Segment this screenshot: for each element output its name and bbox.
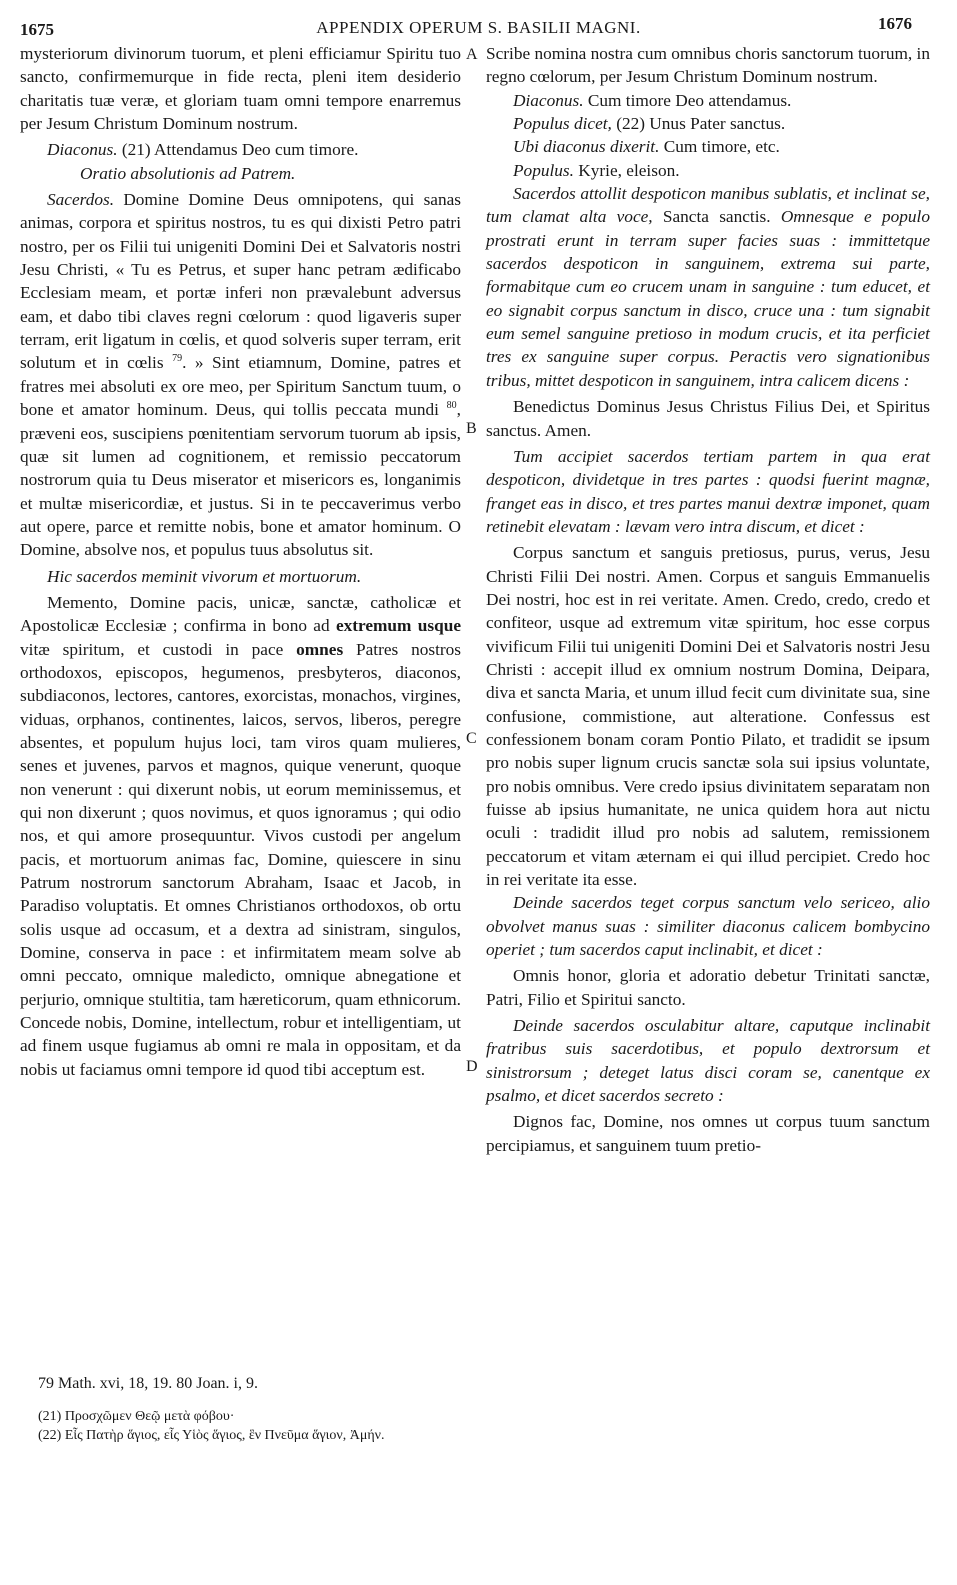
- rubric-line: Ubi diaconus dixerit. Cum timore, etc.: [513, 137, 780, 157]
- margin-marker-c: C: [466, 730, 477, 747]
- paragraph: Benedictus Dominus Jesus Christus Filius Dei, et Spiritus sanctus. Amen.: [486, 397, 930, 440]
- right-column: [486, 42, 930, 1157]
- footnote-references: 79 Math. xvi, 18, 19. 80 Joan. i, 9.: [38, 1375, 258, 1392]
- running-header: [0, 0, 957, 40]
- margin-marker-d: D: [466, 1058, 478, 1075]
- rubric-paragraph: Deinde sacerdos osculabitur altare, caputque inclinabit fratribus suis sacerdotibus, et populo dextrorsum et sinistrorsum ; deteget latus disci coram se, canentque ex psalmo, et dicet sacerdos secreto :: [486, 1016, 930, 1106]
- rubric-paragraph: Sacerdos attollit despoticon manibus sublatis, et inclinat se, tum clamat alta voce, Sancta sanctis. Omnesque e populo prostrati erunt in terram super facies suas : immittetque sacerdos despoticon in sanguinem, extrema sui parte, formabitque cum eo crucem unam in sanguine : tum educet, et eo signabit corpus sanctum in disco, cruce una : tum signabit eum semel sanguine pretioso in modum crucis, et ita perficiet tres ex sanguine super corpus. Peractis vero signationibus tribus, mittet despoticon in sanguinem, intra calicem dicens :: [486, 184, 930, 390]
- rubric-paragraph: Tum accipiet sacerdos tertiam partem in qua erat despoticon, dividetque in tres partes : quodsi fuerint magnæ, franget eas in disco, et tres partes manui dextræ imponet, quam retinebit elevatam : lævam vero intra discum, et dicet :: [486, 446, 930, 536]
- paragraph: Omnis honor, gloria et adoratio debetur Trinitati sanctæ, Patri, Filio et Spiritui sancto.: [486, 966, 930, 1009]
- margin-marker-a: A: [466, 46, 478, 63]
- footnotes: [38, 1373, 918, 1445]
- left-column: [20, 42, 461, 1081]
- paragraph: Dignos fac, Domine, nos omnes ut corpus tuum sanctum percipiamus, et sanguinem tuum pretio-: [486, 1112, 930, 1155]
- rubric-line: Diaconus. (21) Attendamus Deo cum timore.: [47, 140, 359, 160]
- greek-note-22: (22) Εἷς Πατὴρ ἅγιος, εἷς Υἱὸς ἅγιος, ἓν Πνεῦμα ἅγιον, Ἀμήν.: [38, 1428, 385, 1443]
- margin-marker-b: B: [466, 420, 477, 437]
- section-title: Hic sacerdos meminit vivorum et mortuorum.: [47, 566, 362, 586]
- running-title: APPENDIX OPERUM S. BASILII MAGNI.: [316, 18, 641, 37]
- rubric-line: Populus. Kyrie, eleison.: [513, 160, 680, 180]
- paragraph: Sacerdos. Domine Domine Deus omnipotens, qui sanas animas, corpora et spiritus nostros, tu es qui dixisti Petro patri nostro, per os Filii tui unigeniti Domini Dei et Salvatoris nostri Jesu Christi, « Tu es Petrus, et super hanc petram ædificabo Ecclesiam meam, et portæ inferi non prævalebunt adversus eam, et dabo tibi claves regni cœlorum : quod ligaveris super terram, erit ligatum in cœlis, et quod solveris super terram, erit solutum et in cœlis $^{79}$. » Sint etiamnum, Domine, patres et fratres mei absoluti ex ore meo, per Spiritum Sanctum tuum, o bone et amator hominum. Deus, qui tollis peccata mundi $^{80}$, præveni eos, suscipiens pœnitentiam servorum tuorum ab ipsis, quæ sit lumen ad cognitionem, et remissio peccatorum nostrorum quia tu Deus miserator et misericors es, longanimis et multæ misericordiæ, et justus. Si in te peccaverimus verbo aut opere, parce et remitte nobis, bone et amator hominum. O Domine, absolve nos, et populus tuus absolutus sit.: [20, 190, 461, 560]
- rubric-paragraph: Deinde sacerdos teget corpus sanctum velo sericeo, alio obvolvet manus suas : similiter diaconus calicem bombycino operiet ; tum sacerdos caput inclinabit, et dicet :: [486, 893, 930, 960]
- section-title: Oratio absolutionis ad Patrem.: [80, 163, 296, 183]
- paragraph: Scribe nomina nostra cum omnibus choris sanctorum tuorum, in regno cœlorum, per Jesum Christum Dominum nostrum.: [486, 44, 930, 87]
- rubric-line: Diaconus. Cum timore Deo attendamus.: [513, 90, 792, 110]
- paragraph: mysteriorum divinorum tuorum, et pleni efficiamur Spiritu tuo sancto, confirmemurque in fide recta, pleni item desiderio charitatis tuæ veræ, et gloriam tuam omni tempore enarremus per Jesum Christum Dominum nostrum.: [20, 44, 461, 134]
- page-number-right: 1676: [878, 14, 912, 33]
- page-number-left: 1675: [20, 20, 54, 39]
- rubric-line: Populus dicet, (22) Unus Pater sanctus.: [513, 114, 786, 134]
- paragraph: Memento, Domine pacis, unicæ, sanctæ, catholicæ et Apostolicæ Ecclesiæ ; confirma in bono ad extremum usque vitæ spiritum, et custodi in pace omnes Patres nostros orthodoxos, episcopos, hegumenos, presbyteros, diaconos, subdiaconos, lectores, cantores, exorcistas, monachos, virgines, viduas, orphanos, continentes, laicos, servos, liberos, peregre absentes, et populum hujus loci, tam viros quam mulieres, senes et juvenes, parvos et magnos, quique venerunt, quoque non venerunt : qui dixerunt nobis, ut eorum meminissemus, et qui non dixerunt ; quos novimus, et quos ignoramus ; qui odio nos, et qui amore prosequuntur. Vivos custodi per angelum pacis, et mortuorum animas fac, Domine, quiescere in sinu Patrum nostrorum sanctorum Abraham, Isaac et Jacob, in Paradiso voluptatis. Et omnes Christianos orthodoxos, ob ortu solis usque ad occasum, et a dextra ad sinistram, singulos, Domine, conserva in pace : et infirmitatem meam solve ab omni peccato, omnique maledicto, omnique abnegatione et perjurio, omnique stultitia, tam hæreticorum, quam ethnicorum. Concede nobis, Domine, intellectum, robur et intelligentiam, ut ad finem usque fugiamus ab omni re mala in oppositam, et da nobis ut faciamus omni tempore id quod tibi acceptum est.: [20, 592, 461, 1079]
- paragraph: Corpus sanctum et sanguis pretiosus, purus, verus, Jesu Christi Filii Dei nostri. Amen. Corpus et sanguis Emmanuelis Dei nostri, hoc est in rei veritate. Amen. Credo, credo, credo et confiteor, usque ad extremum vitæ spiritum, hoc esse corpus vivificum Filii tui unigeniti Domini Dei et Salvatoris nostri Jesu Christi : accepit illud ex omnium nostrum Domina, Deipara, diva et sancta Maria, et unum illud fecit cum divinitate sua, sine confusione, commistione, aut alteratione. Confessus est confessionem bonam coram Pontio Pilato, et tradidit se ipsum pro nobis super lignum crucis sanctæ sola sui ipsius voluntate, pro nobis omnibus. Vere credo ipsius divinitatem separatam non fuisse ab ipsius humanitate, ne unica quidem hora aut nictu oculi : tradidit illud pro nobis ad salutem, remissionem peccatorum et vitam æternam ei qui illud percipiet. Credo hoc in rei veritate ita esse.: [486, 543, 930, 890]
- greek-note-21: (21) Προσχῶμεν Θεῷ μετὰ φόβου·: [38, 1409, 235, 1424]
